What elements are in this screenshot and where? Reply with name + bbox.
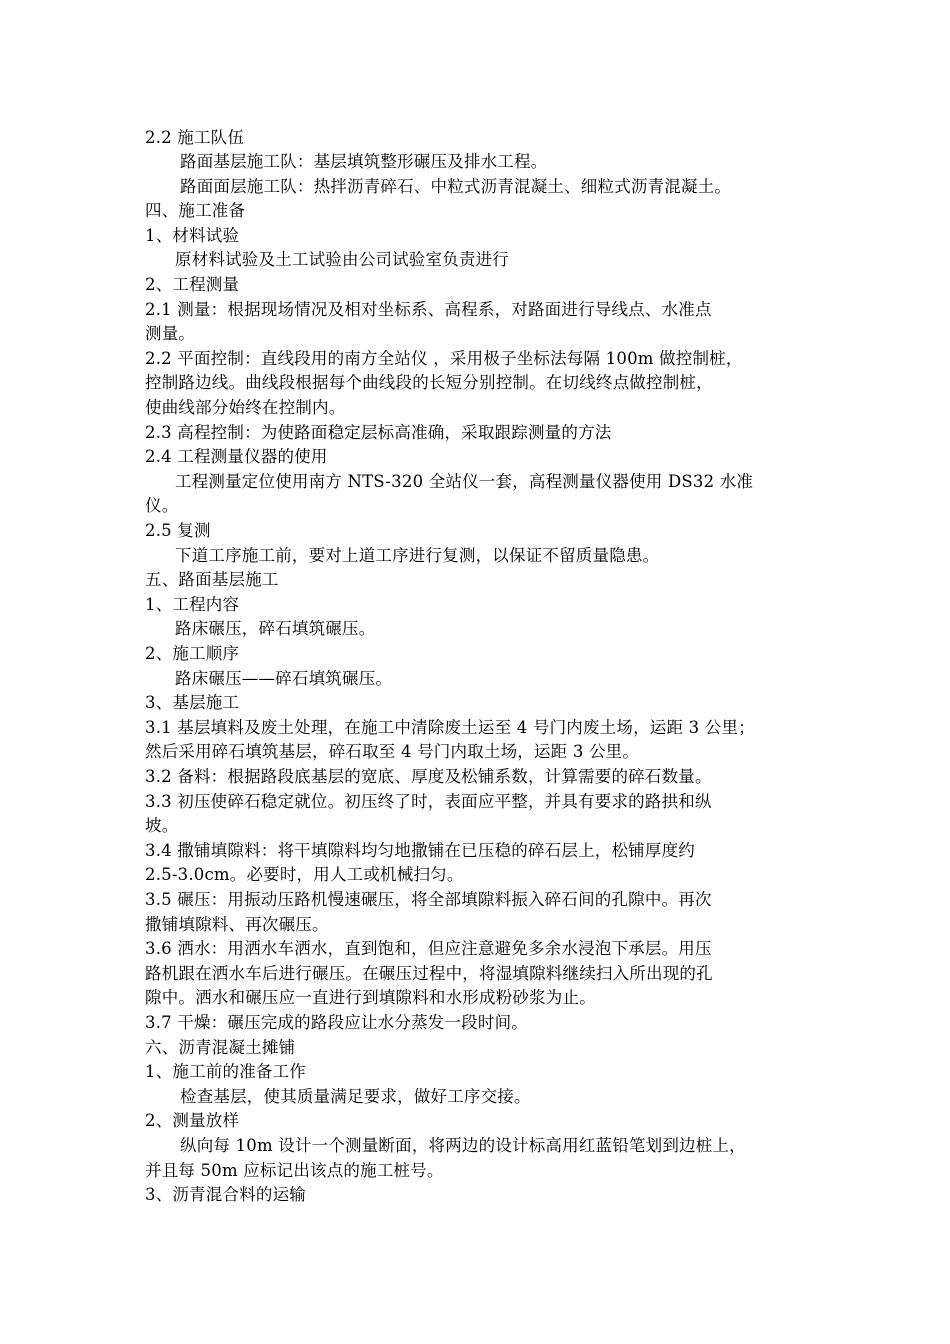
paragraph-line: 下道工序施工前，要对上道工序进行复测，以保证不留质量隐患。 bbox=[175, 546, 660, 565]
subsection-heading: 1、施工前的准备工作 bbox=[145, 1062, 306, 1081]
paragraph-line: 控制路边线。曲线段根据每个曲线段的长短分别控制。在切线终点做控制桩， bbox=[145, 373, 713, 392]
paragraph-line: 2.1 测量：根据现场情况及相对坐标系、高程系，对路面进行导线点、水准点 bbox=[145, 300, 712, 319]
paragraph-line: 3.4 撒铺填隙料：将干填隙料均匀地撒铺在已压稳的碎石层上，松铺厚度约 bbox=[145, 841, 695, 860]
paragraph-line: 检查基层，使其质量满足要求，做好工序交接。 bbox=[180, 1087, 531, 1106]
section-5-heading: 五、路面基层施工 bbox=[145, 570, 279, 589]
paragraph-line: 2.2 平面控制：直线段用的南方全站仪 ，采用极子坐标法每隔 100m 做控制桩， bbox=[145, 349, 743, 368]
paragraph-line: 纵向每 10m 设计一个测量断面，将两边的设计标高用红蓝铅笔划到边桩上， bbox=[180, 1136, 746, 1155]
paragraph-line: 2.3 高程控制：为使路面稳定层标高准确，采取跟踪测量的方法 bbox=[145, 423, 612, 442]
paragraph-line: 并且每 50m 应标记出该点的施工桩号。 bbox=[145, 1161, 444, 1180]
section-4-heading: 四、施工准备 bbox=[145, 201, 246, 220]
subsection-heading: 2、施工顺序 bbox=[145, 644, 240, 663]
paragraph-line: 路床碾压——碎石填筑碾压。 bbox=[175, 669, 393, 688]
paragraph-line: 3.2 备料：根据路段底基层的宽底、厚度及松铺系数，计算需要的碎石数量。 bbox=[145, 767, 712, 786]
subsection-heading: 3、沥青混合料的运输 bbox=[145, 1185, 306, 1204]
paragraph-line: 撒铺填隙料、再次碾压。 bbox=[145, 915, 329, 934]
paragraph-line: 工程测量定位使用南方 NTS-320 全站仪一套，高程测量仪器使用 DS32 水准 bbox=[175, 472, 754, 491]
paragraph-line: 隙中。洒水和碾压应一直进行到填隙料和水形成粉砂浆为止。 bbox=[145, 988, 596, 1007]
subsection-heading: 2、测量放样 bbox=[145, 1111, 240, 1130]
paragraph-line: 3.7 干燥：碾压完成的路段应让水分蒸发一段时间。 bbox=[145, 1013, 528, 1032]
subsection-heading: 1、工程内容 bbox=[145, 595, 240, 614]
paragraph-line: 3.3 初压使碎石稳定就位。初压终了时，表面应平整，并具有要求的路拱和纵 bbox=[145, 792, 712, 811]
paragraph-line: 3.1 基层填料及废土处理，在施工中清除废土运至 4 号门内废土场，运距 3 公里； bbox=[145, 718, 755, 737]
paragraph-line: 2.5-3.0cm。必要时，用人工或机械扫匀。 bbox=[145, 865, 464, 884]
paragraph-line: 路床碾压，碎石填筑碾压。 bbox=[175, 619, 376, 638]
section-2-2-heading: 2.2 施工队伍 bbox=[145, 128, 245, 147]
subsection-heading: 1、材料试验 bbox=[145, 226, 240, 245]
subsection-heading: 2.5 复测 bbox=[145, 521, 211, 540]
paragraph-line: 坡。 bbox=[145, 816, 179, 835]
subsection-heading: 3、基层施工 bbox=[145, 693, 240, 712]
paragraph-line: 路面面层施工队：热拌沥青碎石、中粒式沥青混凝土、细粒式沥青混凝土。 bbox=[180, 177, 732, 196]
paragraph-line: 仪。 bbox=[145, 496, 179, 515]
paragraph-line: 使曲线部分始终在控制内。 bbox=[145, 398, 346, 417]
paragraph-line: 然后采用碎石填筑基层，碎石取至 4 号门内取土场，运距 3 公里。 bbox=[145, 742, 640, 761]
subsection-heading: 2、工程测量 bbox=[145, 275, 240, 294]
subsection-heading: 2.4 工程测量仪器的使用 bbox=[145, 447, 328, 466]
paragraph-line: 路机跟在洒水车后进行碾压。在碾压过程中，将湿填隙料继续扫入所出现的孔 bbox=[145, 964, 713, 983]
paragraph-line: 3.6 洒水：用洒水车洒水，直到饱和，但应注意避免多余水浸泡下承层。用压 bbox=[145, 939, 712, 958]
paragraph-line: 路面基层施工队：基层填筑整形碾压及排水工程。 bbox=[180, 152, 548, 171]
paragraph-line: 测量。 bbox=[145, 324, 196, 343]
section-6-heading: 六、沥青混凝土摊铺 bbox=[145, 1038, 296, 1057]
paragraph-line: 3.5 碾压：用振动压路机慢速碾压，将全部填隙料振入碎石间的孔隙中。再次 bbox=[145, 890, 712, 909]
paragraph-line: 原材料试验及土工试验由公司试验室负责进行 bbox=[175, 250, 509, 269]
